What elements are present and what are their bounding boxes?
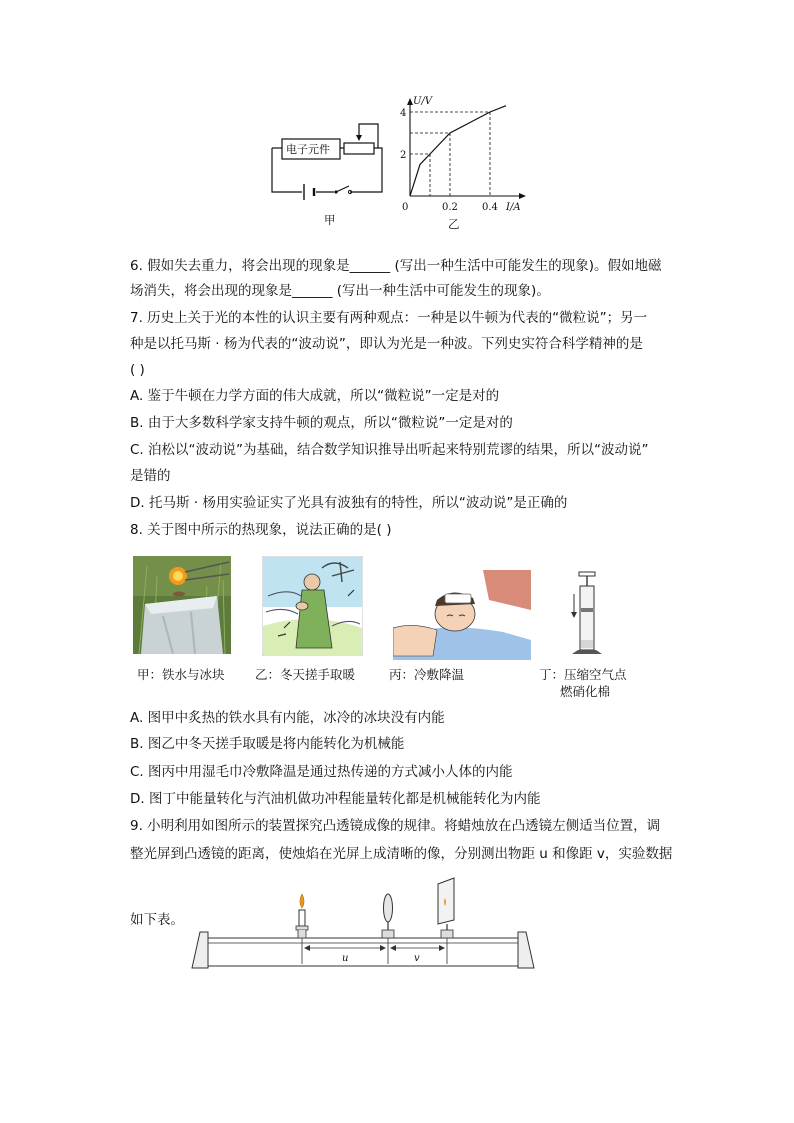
q9-line3: 如下表。 <box>130 912 184 928</box>
optical-bench-diagram <box>186 868 546 972</box>
rheostat <box>344 143 374 154</box>
caption-iron-ice: 甲：铁水与冰块 <box>137 667 225 682</box>
origin-label: 0 <box>402 202 409 213</box>
circuit-caption: 甲 <box>324 213 336 227</box>
y-axis-label: U/V <box>413 96 433 107</box>
circuit-diagram <box>262 118 397 230</box>
ui-curve <box>410 106 506 196</box>
label-u: u <box>342 953 349 964</box>
q6-line2: 场消失，将会出现的现象是______ (写出一种生活中可能发生的现象)。 <box>130 283 550 299</box>
x-tick-0.2: 0.2 <box>442 202 458 213</box>
image-air-compression <box>566 570 606 660</box>
q8-option-d: D. 图丁中能量转化与汽油机做功冲程能量转化都是机械能转化为内能 <box>130 791 541 807</box>
q7-option-c-line2: 是错的 <box>130 468 171 484</box>
q7-line3: ( ) <box>130 362 145 378</box>
y-tick-2: 2 <box>400 150 407 161</box>
q9-line2: 整光屏到凸透镜的距离，使烛焰在光屏上成清晰的像，分别测出物距 u 和像距 v，实验数据 <box>130 846 673 862</box>
x-axis-arrow <box>519 193 526 199</box>
q8-stem: 8. 关于图中所示的热现象，说法正确的是( ) <box>130 522 392 538</box>
graph-caption: 乙 <box>448 217 460 231</box>
q7-option-a: A. 鉴于牛顿在力学方面的伟大成就，所以“微粒说”一定是对的 <box>130 388 500 404</box>
q8-option-b: B. 图乙中冬天搓手取暖是将内能转化为机械能 <box>130 736 405 752</box>
ui-graph <box>396 94 532 234</box>
x-axis-label: I/A <box>506 202 521 213</box>
q8-option-c: C. 图丙中用湿毛巾冷敷降温是通过热传递的方式减小人体的内能 <box>130 764 513 780</box>
q8-option-a: A. 图甲中炙热的铁水具有内能，冰冷的冰块没有内能 <box>130 710 445 726</box>
caption-air-compression-2: 燃硝化棉 <box>560 684 611 699</box>
image-rubbing-hands <box>262 556 363 656</box>
q6-line1: 6. 假如失去重力，将会出现的现象是______ (写出一种生活中可能发生的现象)。假如地磁 <box>130 258 662 274</box>
q7-line1: 7. 历史上关于光的本性的认识主要有两种观点：一种是以牛顿为代表的“微粒说”；另一 <box>130 310 648 326</box>
image-cold-compress <box>393 570 531 660</box>
q7-option-c-line1: C. 泊松以“波动说”为基础，结合数学知识推导出听起来特别荒谬的结果，所以“波动说” <box>130 442 649 458</box>
q7-option-b: B. 由于大多数科学家支持牛顿的观点，所以“微粒说”一定是对的 <box>130 415 513 431</box>
caption-rubbing-hands: 乙：冬天搓手取暖 <box>255 667 356 682</box>
caption-air-compression: 丁：压缩空气点 <box>539 667 627 682</box>
q7-option-d: D. 托马斯 · 杨用实验证实了光具有波独有的特性，所以“波动说”是正确的 <box>130 495 568 511</box>
q9-line1: 9. 小明利用如图所示的装置探究凸透镜成像的规律。将蜡烛放在凸透镜左侧适当位置，调 <box>130 818 661 834</box>
image-iron-and-ice <box>133 556 231 654</box>
q7-line2: 种是以托马斯 · 杨为代表的“波动说”，即认为光是一种波。下列史实符合科学精神的是 <box>130 336 643 352</box>
caption-cold-compress: 丙：冷敷降温 <box>389 667 465 682</box>
circuit-component-label: 电子元件 <box>286 143 330 156</box>
y-tick-4: 4 <box>400 108 407 119</box>
label-v: v <box>414 953 420 964</box>
x-tick-0.4: 0.4 <box>482 202 498 213</box>
